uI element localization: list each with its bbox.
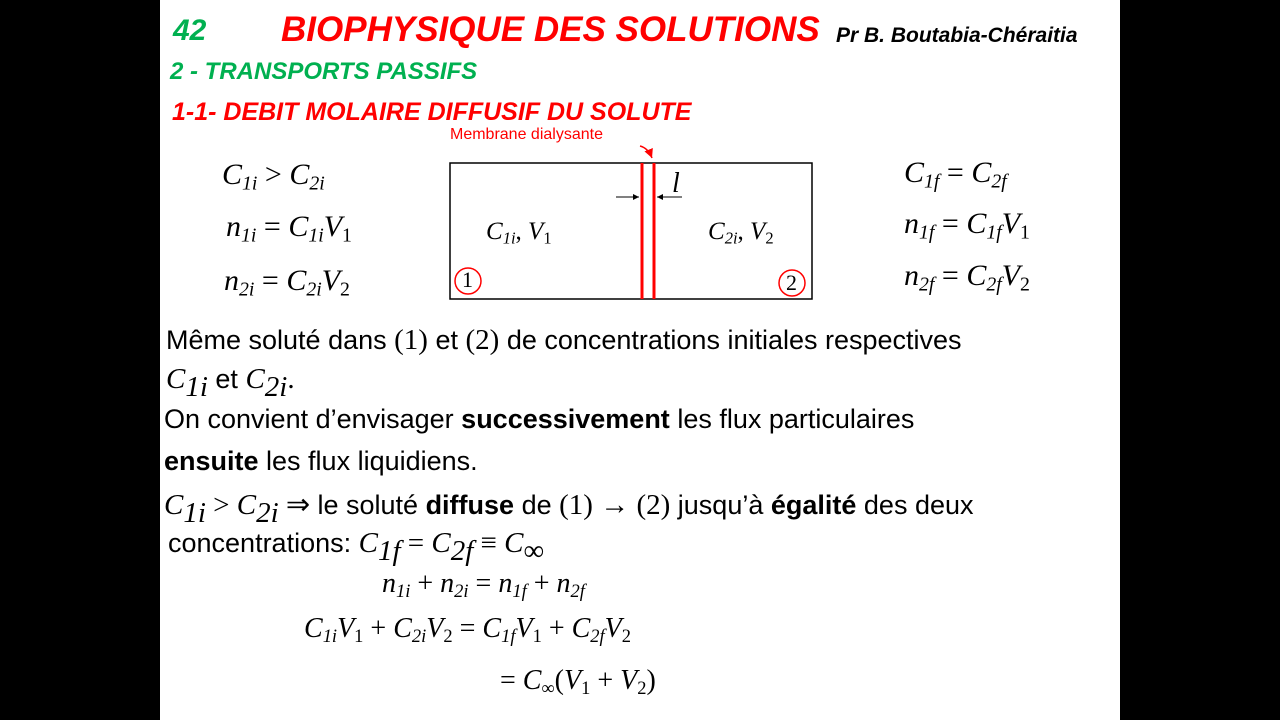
derivation-line-3: = $C_\infty(V_1 + V_2)$ — [500, 665, 656, 699]
author: Pr B. Boutabia-Chéraitia — [836, 24, 1078, 47]
slide — [160, 0, 1120, 720]
dialysis-diagram — [440, 120, 820, 310]
compartment-2-number: 2 — [786, 270, 797, 295]
left-eq-1: $C_{1i} > C_{2i}$ — [222, 158, 325, 195]
left-eq-3: $n_{2i} = C_{2i}V_2$ — [224, 264, 350, 301]
derivation-line-2: $C_{1i}V_1 + C_{2i}V_2 = C_{1f}V_1 + C_{2f}V_2$ — [304, 613, 632, 647]
right-compartment-label: $C_{2i}$, $V_2$ — [708, 218, 774, 248]
right-eq-1: $C_{1f} = C_{2f}$ — [904, 156, 1007, 193]
thickness-label: l — [672, 168, 680, 199]
membrane-pointer-arrow — [640, 146, 652, 158]
paragraph-1-line-2: $C_{1i}$ et $C_{2i}$. — [166, 363, 295, 404]
paragraph-2-line-2: ensuite les flux liquidiens. — [164, 446, 478, 476]
derivation-line-1: $n_{1i} + n_{2i} = n_{1f} + n_{2f}$ — [382, 568, 585, 602]
paragraph-3-line-1: $C_{1i} > C_{2i}$ ⇒ le soluté diffuse de (1) → (2) jusqu’à égalité des deux — [164, 489, 974, 530]
right-eq-3: $n_{2f} = C_{2f}V_2$ — [904, 259, 1030, 296]
section-title: 2 - TRANSPORTS PASSIFS — [170, 58, 478, 85]
left-eq-2: $n_{1i} = C_{1i}V_1$ — [226, 210, 352, 247]
right-eq-2: $n_{1f} = C_{1f}V_1$ — [904, 207, 1030, 244]
subsection-title: 1-1- DEBIT MOLAIRE DIFFUSIF DU SOLUTE — [172, 98, 692, 126]
compartment-1-number: 1 — [462, 267, 473, 292]
paragraph-2-line-1: On convient d’envisager successivement les flux particulaires — [164, 404, 915, 434]
page-number: 42 — [173, 14, 207, 47]
paragraph-3-line-2: concentrations: $C_{1f} = C_{2f} \equiv C_\infty$ — [168, 527, 545, 568]
page-title: BIOPHYSIQUE DES SOLUTIONS — [281, 10, 820, 49]
membrane-label: Membrane dialysante — [450, 126, 603, 143]
left-compartment-label: $C_{1i}$, $V_1$ — [486, 218, 552, 248]
paragraph-1-line-1: Même soluté dans (1) et (2) de concentrations initiales respectives — [166, 324, 962, 356]
